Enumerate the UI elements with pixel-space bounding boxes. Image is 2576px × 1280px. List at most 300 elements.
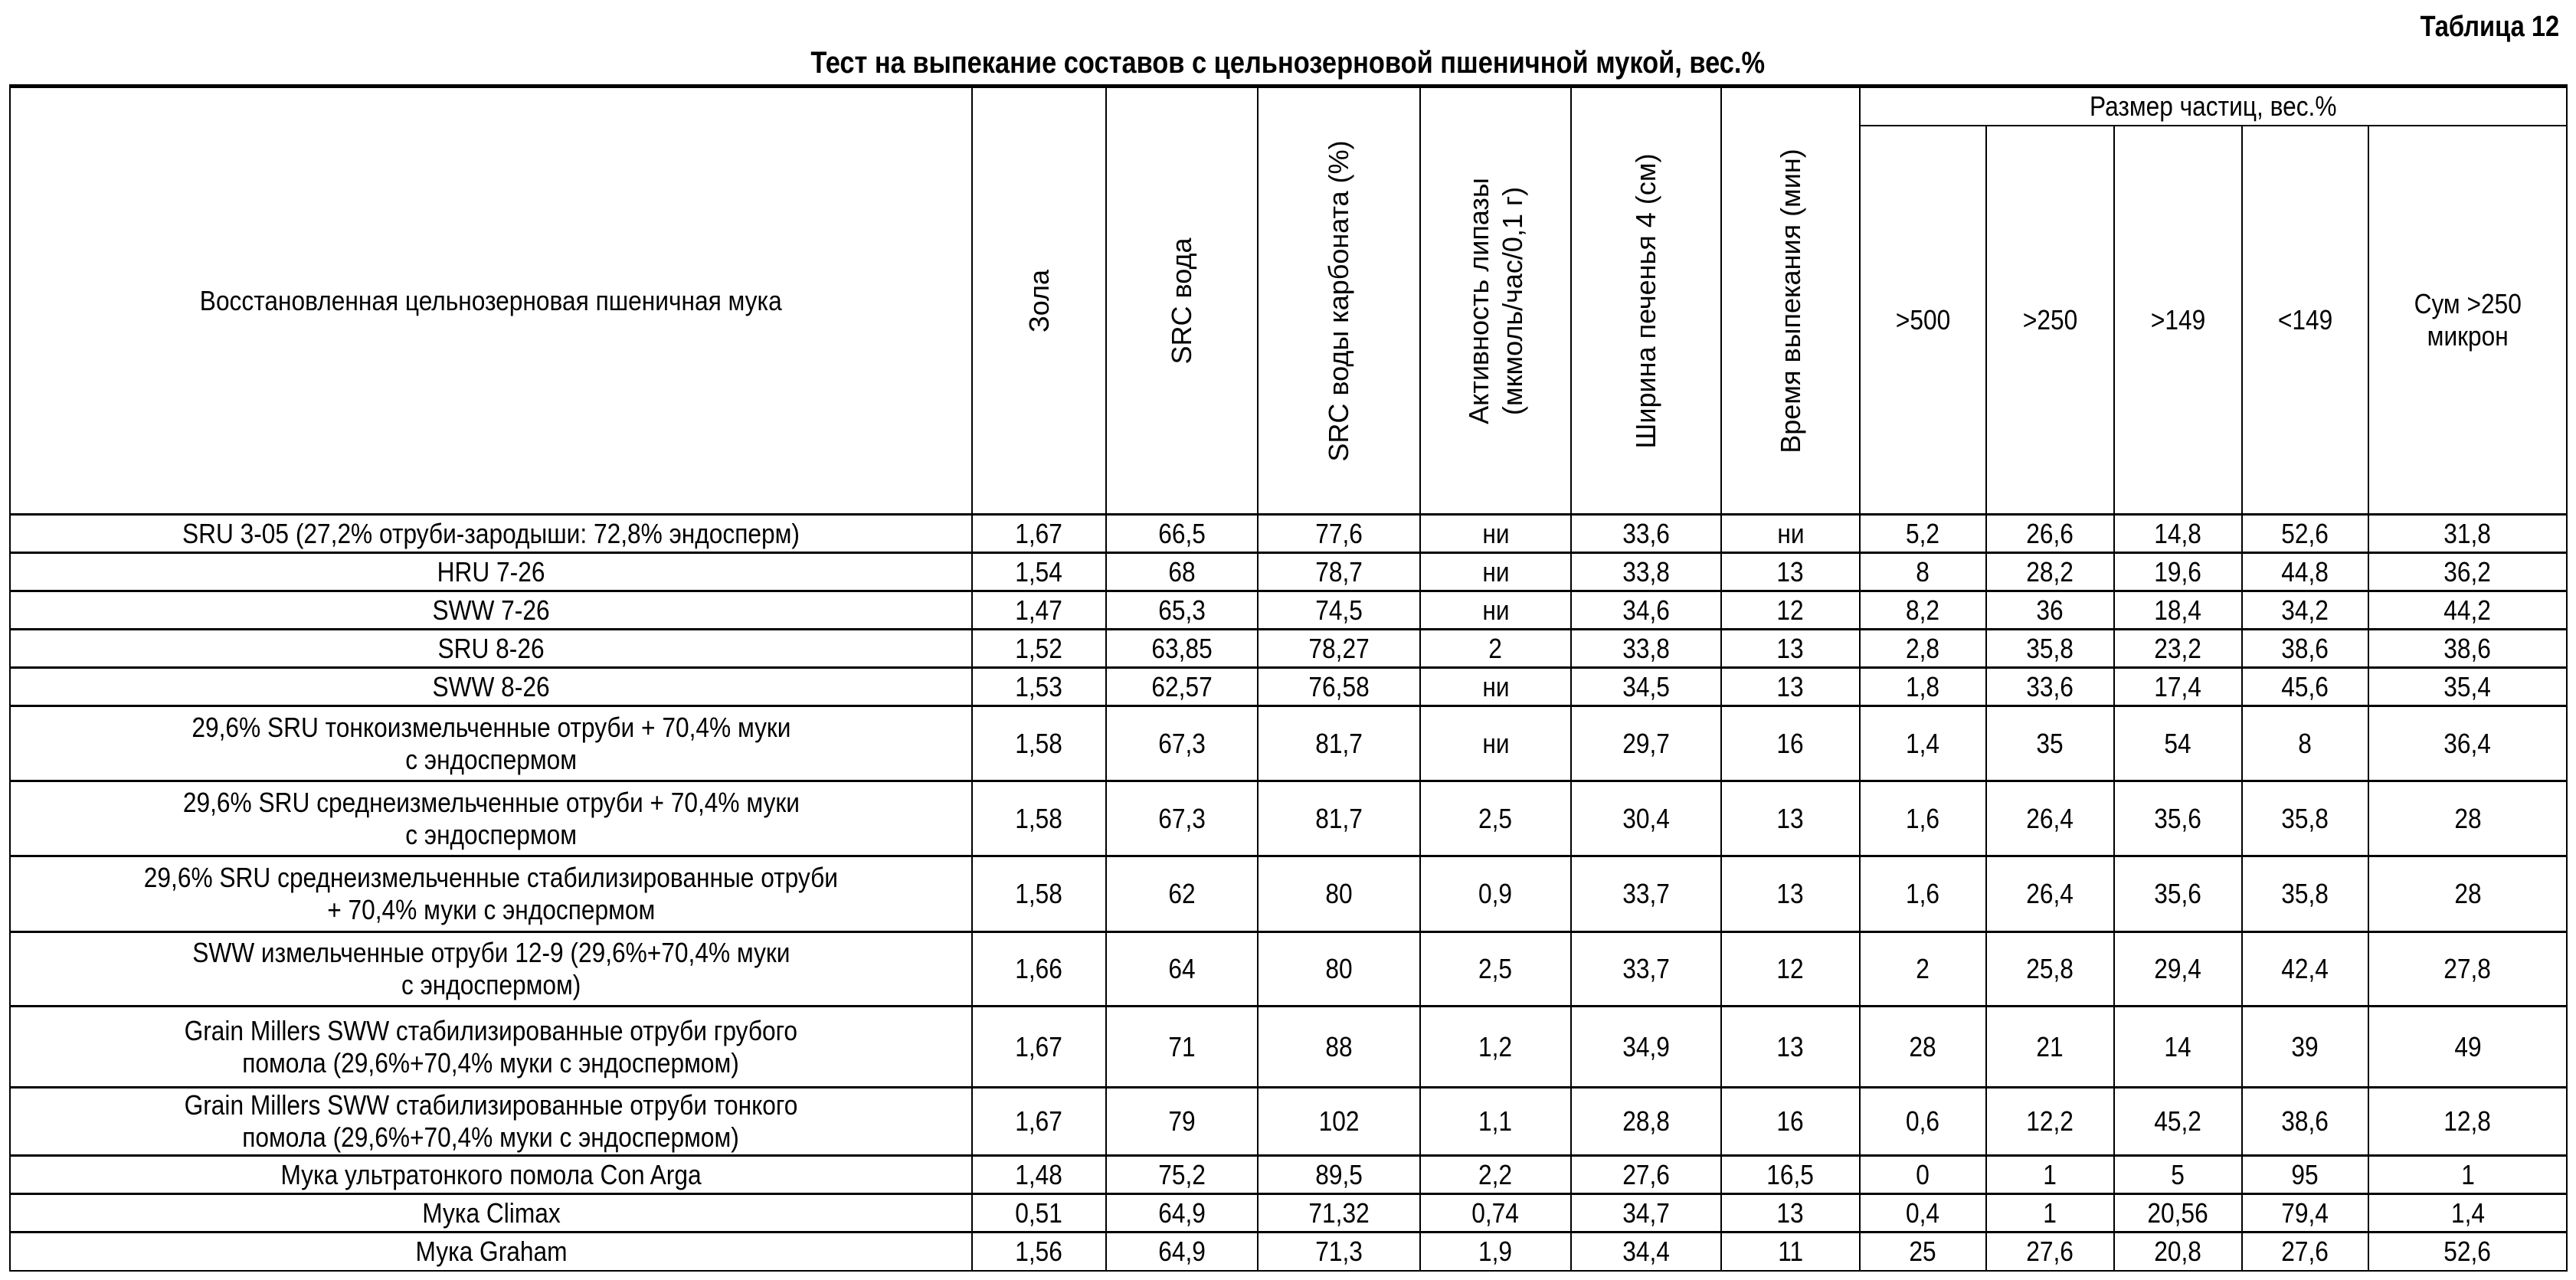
cell-src-water — [1106, 1088, 1258, 1156]
cell-ash — [972, 856, 1106, 932]
table-row — [10, 1156, 2567, 1194]
sample-name-line-wrap — [11, 862, 971, 894]
cell-value: 1,53 — [1015, 670, 1063, 702]
cell-particle-gt149 — [2114, 1233, 2242, 1271]
header-particle-gt500 — [1860, 126, 1986, 514]
baking-test-table — [9, 84, 2568, 1272]
cell-lipase-activity — [1420, 591, 1571, 630]
cell-value: 35 — [2036, 727, 2064, 759]
cell-particle-sum-gt250 — [2368, 515, 2567, 553]
cell-lipase-activity — [1420, 1233, 1571, 1271]
cell-value: 12,2 — [2026, 1105, 2074, 1137]
cell-value: 65,3 — [1158, 594, 1206, 626]
cell-value: 34,4 — [1622, 1235, 1670, 1267]
sample-name-line: Мука ультратонкого помола Con Arga — [280, 1158, 702, 1190]
cell-cookie-width — [1571, 706, 1721, 781]
cell-value: 27,6 — [2281, 1235, 2329, 1267]
cell-value: 1,6 — [1906, 802, 1940, 834]
cell-particle-gt500 — [1860, 932, 1986, 1007]
sample-name-line: 29,6% SRU среднеизмельченные отруби + 70,4% муки — [182, 786, 800, 818]
cell-value: ни — [1481, 594, 1510, 626]
cell-particle-sum-gt250 — [2368, 706, 2567, 781]
cell-value: 28,8 — [1622, 1105, 1670, 1137]
cell-ash — [972, 781, 1106, 856]
cell-ash — [972, 932, 1106, 1007]
sample-name-line: SWW 8-26 — [432, 670, 550, 702]
cell-value: 0,4 — [1906, 1197, 1940, 1229]
cell-src-carbonate — [1258, 706, 1420, 781]
cell-particle-gt149 — [2114, 856, 2242, 932]
sample-name-line: с эндоспермом) — [401, 969, 581, 1000]
cell-ash — [972, 1194, 1106, 1233]
cell-value: 1,54 — [1015, 555, 1063, 588]
header-src-water — [1106, 87, 1258, 515]
header-particle-gt500-text: >500 — [1895, 303, 1951, 336]
cell-src-water — [1106, 1007, 1258, 1088]
table-row — [10, 932, 2567, 1007]
cell-src-water — [1106, 781, 1258, 856]
cell-particle-gt250 — [1986, 856, 2114, 932]
header-cookie-width-text: Ширина печенья 4 (см) — [1630, 152, 1661, 449]
cell-particle-lt149 — [2242, 1088, 2368, 1156]
cell-src-carbonate — [1258, 932, 1420, 1007]
cell-value: 80 — [1325, 878, 1353, 909]
cell-value: 28 — [1909, 1030, 1937, 1062]
cell-ash — [972, 591, 1106, 630]
cell-sample-name — [10, 630, 972, 668]
sample-name-line: SWW 7-26 — [432, 594, 550, 626]
cell-bake-time — [1721, 932, 1860, 1007]
cell-particle-gt149 — [2114, 1194, 2242, 1233]
cell-value: 102 — [1318, 1105, 1360, 1137]
header-particle-gt250 — [1986, 126, 2114, 514]
cell-value: 33,6 — [2026, 670, 2074, 702]
cell-particle-gt149 — [2114, 591, 2242, 630]
header-particle-sum-gt250-text: Сум >250 микрон — [2414, 287, 2522, 352]
cell-ash — [972, 1007, 1106, 1088]
sample-name-line-wrap — [11, 556, 971, 588]
cell-particle-gt250 — [1986, 781, 2114, 856]
header-sample-name — [10, 87, 972, 515]
cell-value: 13 — [1776, 632, 1805, 664]
cell-value: 11 — [1778, 1235, 1803, 1267]
cell-value: 8 — [1916, 555, 1930, 588]
cell-value: 75,2 — [1158, 1158, 1206, 1190]
cell-src-water — [1106, 515, 1258, 553]
cell-particle-lt149 — [2242, 706, 2368, 781]
cell-value: 13 — [1776, 555, 1805, 588]
table-row — [10, 591, 2567, 630]
cell-cookie-width — [1571, 1233, 1721, 1271]
cell-src-carbonate — [1258, 1007, 1420, 1088]
cell-value: 35,6 — [2154, 802, 2202, 834]
cell-particle-lt149 — [2242, 1233, 2368, 1271]
cell-value: 23,2 — [2154, 632, 2202, 664]
cell-particle-gt250 — [1986, 591, 2114, 630]
sample-name-line-wrap — [11, 1159, 971, 1191]
cell-value: 67,3 — [1158, 802, 1206, 834]
cell-particle-gt250 — [1986, 706, 2114, 781]
cell-particle-gt500 — [1860, 1156, 1986, 1194]
cell-sample-name — [10, 553, 972, 591]
cell-value: 62,57 — [1151, 670, 1213, 702]
table-row — [10, 668, 2567, 706]
header-particle-sum-gt250 — [2368, 126, 2567, 514]
cell-value: 34,2 — [2281, 594, 2329, 626]
cell-lipase-activity — [1420, 630, 1571, 668]
cell-value: 45,6 — [2281, 670, 2329, 702]
cell-src-carbonate — [1258, 1233, 1420, 1271]
cell-value: 13 — [1776, 1030, 1805, 1062]
sample-name-line: + 70,4% муки с эндоспермом — [326, 894, 656, 925]
header-particle-lt149-text: <149 — [2277, 303, 2333, 336]
cell-value: 64,9 — [1158, 1197, 1206, 1229]
cell-value: 39 — [2291, 1030, 2319, 1062]
cell-bake-time — [1721, 668, 1860, 706]
cell-value: 2,5 — [1478, 953, 1513, 984]
cell-particle-gt149 — [2114, 1007, 2242, 1088]
cell-lipase-activity — [1420, 1156, 1571, 1194]
cell-value: 18,4 — [2154, 594, 2202, 626]
cell-lipase-activity — [1420, 1007, 1571, 1088]
header-ash-text: Зола — [1023, 269, 1055, 332]
cell-value: 29,7 — [1622, 727, 1670, 759]
cell-value: 78,7 — [1315, 555, 1363, 588]
cell-value: 81,7 — [1315, 802, 1363, 834]
cell-value: 1,56 — [1015, 1235, 1063, 1267]
cell-value: 36,4 — [2443, 727, 2492, 759]
cell-src-carbonate — [1258, 1156, 1420, 1194]
cell-value: 27,6 — [1622, 1158, 1670, 1190]
cell-particle-gt250 — [1986, 515, 2114, 553]
cell-value: 33,7 — [1622, 953, 1670, 984]
cell-value: 33,8 — [1622, 632, 1670, 664]
cell-value: 26,4 — [2026, 802, 2074, 834]
cell-value: 80 — [1325, 953, 1353, 984]
cell-value: 71 — [1168, 1030, 1196, 1062]
header-src-carbonate-text: SRC воды карбоната (%) — [1323, 139, 1354, 462]
header-particle-gt250-text: >250 — [2022, 303, 2078, 336]
cell-value: 12 — [1776, 953, 1805, 984]
cell-value: 68 — [1168, 555, 1196, 588]
table-row — [10, 1088, 2567, 1156]
cell-lipase-activity — [1420, 515, 1571, 553]
table-row — [10, 706, 2567, 781]
cell-value: 30,4 — [1622, 802, 1670, 834]
cell-cookie-width — [1571, 1194, 1721, 1233]
table-row — [10, 1233, 2567, 1271]
cell-value: 1,67 — [1015, 517, 1063, 549]
header-lipase-activity-text: Активность липазы (мкмоль/час/0,1 г) — [1462, 177, 1528, 424]
cell-sample-name — [10, 591, 972, 630]
cell-src-water — [1106, 591, 1258, 630]
cell-cookie-width — [1571, 1156, 1721, 1194]
sample-name-line: помола (29,6%+70,4% муки с эндоспермом) — [242, 1121, 740, 1153]
cell-src-water — [1106, 706, 1258, 781]
cell-particle-gt500 — [1860, 781, 1986, 856]
cell-value: 35,4 — [2443, 670, 2492, 702]
sample-name-line: Grain Millers SWW стабилизированные отруби грубого — [184, 1014, 798, 1046]
table-body — [10, 515, 2567, 1271]
cell-particle-gt149 — [2114, 781, 2242, 856]
sample-name-line-wrap — [11, 671, 971, 703]
cell-value: 2,8 — [1906, 632, 1940, 664]
cell-src-water — [1106, 1156, 1258, 1194]
cell-particle-gt500 — [1860, 1007, 1986, 1088]
cell-value: 5,2 — [1906, 517, 1940, 549]
cell-bake-time — [1721, 1007, 1860, 1088]
cell-lipase-activity — [1420, 1194, 1571, 1233]
cell-src-water — [1106, 668, 1258, 706]
cell-sample-name — [10, 781, 972, 856]
cell-src-carbonate — [1258, 781, 1420, 856]
cell-value: 20,56 — [2147, 1197, 2209, 1229]
cell-value: 21 — [2036, 1030, 2064, 1062]
sample-name-line-wrap — [11, 1197, 971, 1229]
cell-value: 29,4 — [2154, 953, 2202, 984]
cell-value: 16 — [1776, 1105, 1805, 1137]
cell-src-water — [1106, 1194, 1258, 1233]
cell-particle-sum-gt250 — [2368, 591, 2567, 630]
sample-name-line-wrap — [11, 969, 971, 1001]
cell-value: 35,6 — [2154, 878, 2202, 909]
cell-value: 71,3 — [1315, 1235, 1363, 1267]
cell-particle-gt250 — [1986, 668, 2114, 706]
cell-src-carbonate — [1258, 591, 1420, 630]
cell-value: 1,2 — [1478, 1030, 1513, 1062]
cell-value: 0,74 — [1471, 1197, 1520, 1229]
cell-value: 71,32 — [1308, 1197, 1370, 1229]
cell-src-water — [1106, 1233, 1258, 1271]
cell-particle-lt149 — [2242, 781, 2368, 856]
cell-value: 44,2 — [2443, 594, 2492, 626]
cell-value: 1,67 — [1015, 1030, 1063, 1062]
cell-value: 81,7 — [1315, 727, 1363, 759]
cell-particle-gt500 — [1860, 591, 1986, 630]
table-title-text: Тест на выпекание составов с цельнозерновой пшеничной мукой, вес.% — [810, 46, 1766, 80]
cell-value: 1,58 — [1015, 878, 1063, 909]
cell-particle-lt149 — [2242, 1007, 2368, 1088]
cell-particle-lt149 — [2242, 591, 2368, 630]
cell-particle-lt149 — [2242, 668, 2368, 706]
cell-particle-gt500 — [1860, 706, 1986, 781]
cell-particle-lt149 — [2242, 1156, 2368, 1194]
header-sample-name-text: Восстановленная цельнозерновая пшеничная мука — [200, 284, 782, 316]
sample-name-line: Мука Climax — [421, 1197, 561, 1229]
cell-cookie-width — [1571, 553, 1721, 591]
cell-value: 28 — [2453, 802, 2482, 834]
cell-bake-time — [1721, 1156, 1860, 1194]
cell-bake-time — [1721, 515, 1860, 553]
cell-bake-time — [1721, 553, 1860, 591]
cell-lipase-activity — [1420, 781, 1571, 856]
cell-value: 95 — [2291, 1158, 2319, 1190]
cell-value: 0,51 — [1015, 1197, 1063, 1229]
cell-particle-gt250 — [1986, 1088, 2114, 1156]
cell-sample-name — [10, 706, 972, 781]
cell-value: 5 — [2171, 1158, 2185, 1190]
sample-name-line-wrap — [11, 1121, 971, 1154]
sample-name-line-wrap — [11, 937, 971, 969]
table-row — [10, 781, 2567, 856]
cell-particle-gt149 — [2114, 1156, 2242, 1194]
cell-particle-sum-gt250 — [2368, 1156, 2567, 1194]
cell-ash — [972, 706, 1106, 781]
cell-value: 35,8 — [2281, 878, 2329, 909]
cell-value: 14,8 — [2154, 517, 2202, 549]
cell-value: 2,2 — [1478, 1158, 1513, 1190]
cell-value: 27,6 — [2026, 1235, 2074, 1267]
cell-value: 34,7 — [1622, 1197, 1670, 1229]
sample-name-line-wrap — [11, 1089, 971, 1121]
sample-name-line: SRU 3-05 (27,2% отруби-зародыши: 72,8% эндосперм) — [182, 517, 800, 549]
cell-src-carbonate — [1258, 515, 1420, 553]
cell-lipase-activity — [1420, 856, 1571, 932]
cell-value: 1,66 — [1015, 953, 1063, 984]
cell-particle-sum-gt250 — [2368, 781, 2567, 856]
table-number-label: Таблица 12 — [2420, 11, 2559, 43]
cell-particle-sum-gt250 — [2368, 1088, 2567, 1156]
cell-src-carbonate — [1258, 553, 1420, 591]
sample-name-line: SRU 8-26 — [437, 632, 545, 664]
cell-value: 13 — [1776, 878, 1805, 909]
sample-name-line-wrap — [11, 744, 971, 776]
cell-bake-time — [1721, 591, 1860, 630]
cell-particle-lt149 — [2242, 515, 2368, 553]
cell-value: 8,2 — [1906, 594, 1940, 626]
cell-particle-gt250 — [1986, 1233, 2114, 1271]
cell-particle-gt500 — [1860, 553, 1986, 591]
cell-cookie-width — [1571, 668, 1721, 706]
cell-particle-gt149 — [2114, 553, 2242, 591]
sample-name-line-wrap — [11, 1047, 971, 1079]
cell-particle-gt149 — [2114, 706, 2242, 781]
cell-value: 1,52 — [1015, 632, 1063, 664]
cell-src-carbonate — [1258, 630, 1420, 668]
table-row — [10, 515, 2567, 553]
cell-particle-gt149 — [2114, 515, 2242, 553]
cell-sample-name — [10, 1194, 972, 1233]
cell-particle-gt500 — [1860, 1233, 1986, 1271]
cell-src-carbonate — [1258, 1194, 1420, 1233]
cell-cookie-width — [1571, 515, 1721, 553]
cell-value: 19,6 — [2154, 555, 2202, 588]
cell-value: 26,4 — [2026, 878, 2074, 909]
cell-src-water — [1106, 553, 1258, 591]
cell-ash — [972, 1088, 1106, 1156]
cell-sample-name — [10, 515, 972, 553]
cell-value: 1,58 — [1015, 727, 1063, 759]
header-particle-size-group — [1860, 87, 2567, 126]
cell-value: 35,8 — [2281, 802, 2329, 834]
cell-particle-gt250 — [1986, 1156, 2114, 1194]
cell-value: 44,8 — [2281, 555, 2329, 588]
sample-name-line-wrap — [11, 819, 971, 851]
cell-value: 28 — [2453, 878, 2482, 909]
cell-value: 89,5 — [1315, 1158, 1363, 1190]
cell-particle-gt149 — [2114, 1088, 2242, 1156]
sample-name-line-wrap — [11, 1015, 971, 1047]
sample-name-line-wrap — [11, 1236, 971, 1268]
sample-name-line: 29,6% SRU тонкоизмельченные отруби + 70,4% муки — [191, 711, 791, 743]
header-particle-size-group-text: Размер частиц, вес.% — [2090, 90, 2337, 123]
cell-particle-gt250 — [1986, 1007, 2114, 1088]
cell-value: 1 — [2460, 1158, 2475, 1190]
sample-name-line-wrap — [11, 594, 971, 627]
cell-value: 45,2 — [2154, 1105, 2202, 1137]
cell-value: 77,6 — [1315, 517, 1363, 549]
cell-value: 38,6 — [2281, 1105, 2329, 1137]
cell-value: 16 — [1776, 727, 1805, 759]
cell-lipase-activity — [1420, 932, 1571, 1007]
cell-value: 63,85 — [1151, 632, 1213, 664]
cell-particle-lt149 — [2242, 553, 2368, 591]
cell-value: 36 — [2036, 594, 2064, 626]
cell-value: ни — [1481, 517, 1510, 549]
cell-particle-sum-gt250 — [2368, 1007, 2567, 1088]
table-header — [10, 87, 2567, 515]
cell-particle-lt149 — [2242, 1194, 2368, 1233]
sample-name-line: помола (29,6%+70,4% муки с эндоспермом) — [242, 1046, 740, 1079]
cell-value: 2,5 — [1478, 802, 1513, 834]
cell-value: ни — [1481, 670, 1510, 702]
cell-value: 1,1 — [1478, 1105, 1513, 1137]
cell-sample-name — [10, 1156, 972, 1194]
cell-value: 1 — [2043, 1158, 2057, 1190]
cell-value: 36,2 — [2443, 555, 2492, 588]
cell-value: 27,8 — [2443, 953, 2492, 984]
cell-value: 1,58 — [1015, 802, 1063, 834]
cell-value: 33,8 — [1622, 555, 1670, 588]
header-bake-time-text: Время выпекания (мин) — [1774, 148, 1806, 453]
cell-sample-name — [10, 932, 972, 1007]
table-row — [10, 856, 2567, 932]
cell-src-water — [1106, 932, 1258, 1007]
cell-lipase-activity — [1420, 706, 1571, 781]
table-row — [10, 1007, 2567, 1088]
cell-src-carbonate — [1258, 856, 1420, 932]
cell-value: 67,3 — [1158, 727, 1206, 759]
cell-sample-name — [10, 1088, 972, 1156]
cell-lipase-activity — [1420, 668, 1571, 706]
cell-value: 38,6 — [2443, 632, 2492, 664]
cell-lipase-activity — [1420, 1088, 1571, 1156]
cell-value: ни — [1776, 517, 1805, 549]
cell-value: 33,7 — [1622, 878, 1670, 909]
cell-bake-time — [1721, 1233, 1860, 1271]
cell-value: 78,27 — [1308, 632, 1370, 664]
table-row — [10, 1194, 2567, 1233]
cell-value: 1,6 — [1906, 878, 1940, 909]
header-lipase-activity — [1420, 87, 1571, 515]
cell-particle-gt149 — [2114, 630, 2242, 668]
header-bake-time — [1721, 87, 1860, 515]
cell-particle-gt149 — [2114, 668, 2242, 706]
cell-particle-gt500 — [1860, 856, 1986, 932]
cell-value: 1,4 — [1906, 727, 1940, 759]
cell-value: 2 — [1916, 953, 1930, 984]
cell-value: 33,6 — [1622, 517, 1670, 549]
cell-value: 25,8 — [2026, 953, 2074, 984]
cell-value: ни — [1481, 555, 1510, 588]
cell-particle-gt500 — [1860, 1194, 1986, 1233]
cell-particle-gt250 — [1986, 932, 2114, 1007]
cell-value: 0 — [1916, 1158, 1930, 1190]
cell-value: 34,5 — [1622, 670, 1670, 702]
cell-bake-time — [1721, 781, 1860, 856]
cell-particle-sum-gt250 — [2368, 1233, 2567, 1271]
cell-value: 14 — [2164, 1030, 2192, 1062]
